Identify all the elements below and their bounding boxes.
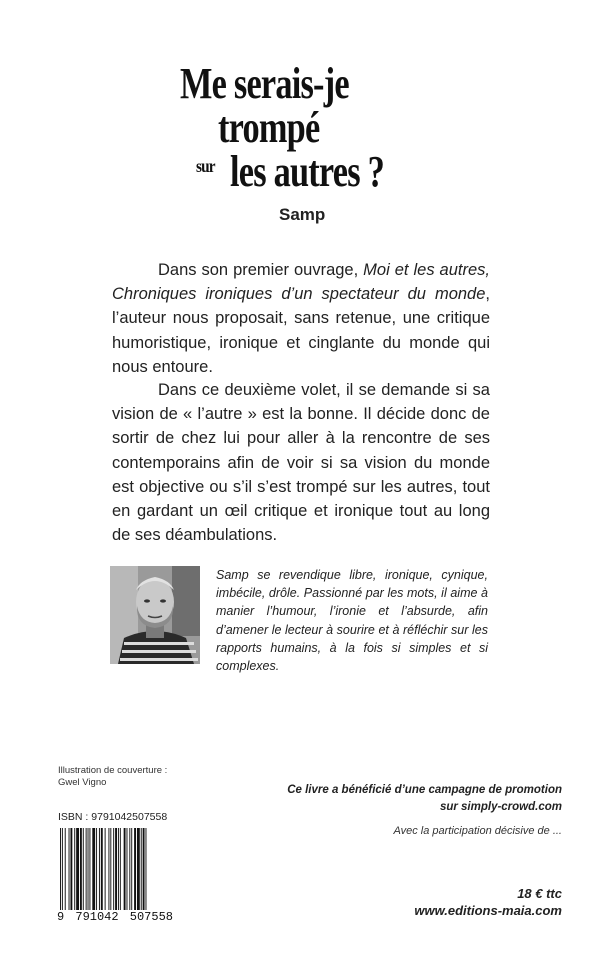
credit-label: Illustration de couverture :	[58, 765, 168, 776]
title-line-2: trompé	[218, 103, 320, 152]
publisher-website: www.editions-maia.com	[414, 903, 562, 918]
author-photo	[110, 566, 200, 664]
book-reference: Moi et les autres, Chroniques ironiques d’un spectateur du monde	[112, 261, 490, 304]
barcode-digit-lead: 9	[57, 910, 65, 924]
barcode-digits-right: 507558	[129, 910, 173, 924]
cover-credit	[58, 765, 188, 789]
barcode-digits	[56, 910, 174, 924]
credit-name: Gwel Vigno	[58, 777, 107, 788]
author-bio: Samp se revendique libre, ironique, cynique, imbécile, drôle. Passionné par les mots, il aime à manier l’humour, l’ironie et l’absurde, afin d’amener le lecteur à sourire et à réfléchir sur les rapports humains, à la fois si simples et si complexes.	[216, 568, 488, 674]
barcode-digits-left: 791042	[75, 910, 119, 924]
author-name: Samp	[279, 205, 326, 224]
title-line-3: les autres ?	[230, 147, 384, 196]
promo-line-2: sur simply-crowd.com	[439, 801, 562, 813]
price: 18 € ttc	[517, 886, 562, 901]
blurb-p2-text: Dans ce deuxième volet, il se demande si sa vision de « l’autre » est la bonne. Il décide donc de sortir de chez lui pour aller à la rencontre de ses contemporains afin de voir si sa vision du monde est objective ou s’il s’est trompé sur les autres, tout en gardant un œil critique et ironique tout au long de ses déambulations.	[112, 381, 490, 545]
blurb-paragraph-1	[112, 258, 490, 379]
blurb-p1-start: Dans son premier ouvrage,	[158, 261, 364, 279]
blurb-paragraph-2	[112, 378, 490, 547]
isbn-label: ISBN : 9791042507558	[58, 811, 168, 823]
participation-note: Avec la participation décisive de ...	[393, 825, 562, 837]
title-sur: sur	[196, 156, 215, 176]
title-line-1: Me serais-je	[180, 59, 349, 108]
promo-line-1: Ce livre a bénéficié d’une campagne de promotion	[287, 784, 562, 796]
blurb-p1-end: , l’auteur nous proposait, sans retenue, une critique humoristique, ironique et cinglante du monde qui nous entoure.	[112, 285, 490, 376]
